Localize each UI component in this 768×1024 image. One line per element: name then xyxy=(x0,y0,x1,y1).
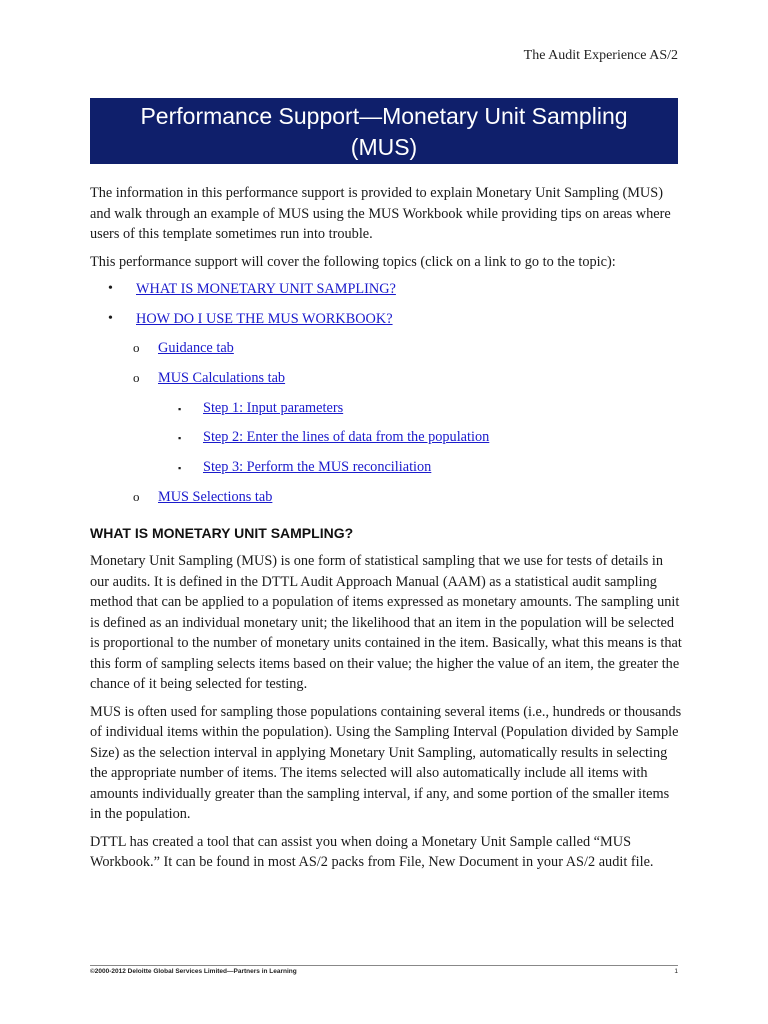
topic-item xyxy=(90,368,682,398)
document-body xyxy=(90,183,682,880)
section-heading: WHAT IS MONETARY UNIT SAMPLING? xyxy=(90,524,354,541)
footer-copyright: ©2000-2012 Deloitte Global Services Limited—Partners in Learning xyxy=(90,968,297,975)
topic-link-mus-selections-tab[interactable]: MUS Selections tab xyxy=(158,488,273,505)
topic-item xyxy=(90,279,682,309)
circle-bullet-icon: o xyxy=(133,340,140,356)
section-paragraph-2: MUS is often used for sampling those populations containing several items (i.e., hundreds or thousands of individual items within the population). Using the Sampling Interval (Population divided by Sample Size) as the selection interval in applying Monetary Unit Sampling, automatically results in selecting the appropriate number of items. The items selected will also automatically include all items with amounts individually greater than the sampling interval, if any, and some portion of the smaller items in the population. xyxy=(90,703,682,822)
topic-item xyxy=(90,309,682,339)
square-bullet-icon: ▪ xyxy=(178,433,182,444)
footer-divider xyxy=(90,965,678,966)
intro-paragraph-1: The information in this performance support is provided to explain Monetary Unit Sampling (MUS) and walk through an example of MUS using the MUS Workbook while providing tips on areas where users of this template sometimes run into trouble. xyxy=(90,185,671,242)
page-title-line-2: (MUS) xyxy=(350,134,418,160)
topic-item xyxy=(90,487,682,517)
topic-item xyxy=(90,457,682,487)
bullet-icon: • xyxy=(108,281,113,296)
circle-bullet-icon: o xyxy=(133,370,140,386)
topic-link-guidance-tab[interactable]: Guidance tab xyxy=(158,340,234,357)
topic-link-step-2[interactable]: Step 2: Enter the lines of data from the population xyxy=(203,429,490,446)
bullet-icon: • xyxy=(108,310,113,326)
topic-item xyxy=(90,338,682,368)
topic-link-what-is-mus[interactable]: WHAT IS MONETARY UNIT SAMPLING? xyxy=(136,281,396,297)
page-title-banner xyxy=(90,98,678,164)
section-paragraph-3: DTTL has created a tool that can assist you when doing a Monetary Unit Sample called “MUS Workbook.” It can be found in most AS/2 packs from File, New Document in your AS/2 audit file. xyxy=(90,833,654,870)
topic-link-step-3[interactable]: Step 3: Perform the MUS reconciliation xyxy=(203,459,432,476)
topic-item xyxy=(90,398,682,428)
topic-link-mus-calculations-tab[interactable]: MUS Calculations tab xyxy=(158,370,286,387)
circle-bullet-icon: o xyxy=(133,488,140,504)
square-bullet-icon: ▪ xyxy=(178,463,182,474)
page-title-line-1: Performance Support—Monetary Unit Sampling xyxy=(140,103,628,129)
topic-link-step-1[interactable]: Step 1: Input parameters xyxy=(203,399,344,416)
square-bullet-icon: ▪ xyxy=(178,403,182,414)
intro-paragraph-2: This performance support will cover the following topics (click on a link to go to the topic): xyxy=(90,253,616,270)
document-header: The Audit Experience AS/2 xyxy=(523,48,678,63)
topic-list xyxy=(90,279,682,517)
section-paragraph-1: Monetary Unit Sampling (MUS) is one form of statistical sampling that we use for tests of details in our audits. It is defined in the DTTL Audit Approach Manual (AAM) as a statistical audit sampling method that can be applied to a population of items expressed as monetary amounts. The sampling unit is defined as an individual monetary unit; the likelihood that an item in the population will be selected is proportional to the number of monetary units contained in the item. Basically, what this means is that this form of sampling selects items based on their value; the higher the value of an item, the greater the chance of it being selected for testing. xyxy=(90,553,682,692)
topic-item xyxy=(90,427,682,457)
page-number: 1 xyxy=(674,968,678,975)
topic-link-how-use-workbook[interactable]: HOW DO I USE THE MUS WORKBOOK? xyxy=(136,310,393,327)
